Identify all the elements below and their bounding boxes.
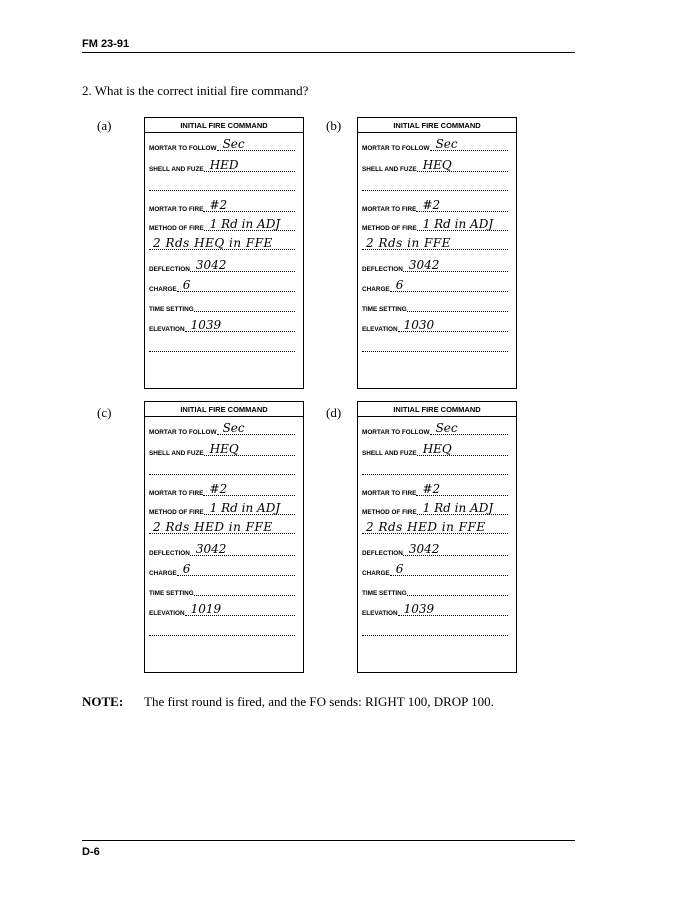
field-line <box>149 458 295 475</box>
field-line <box>190 539 295 556</box>
form-row-mortar-to-follow <box>149 137 295 153</box>
handwritten-value: Sec <box>222 421 245 435</box>
field-line <box>362 517 508 534</box>
field-label: DEFLECTION <box>362 266 403 273</box>
form-row-blank1 <box>149 177 295 193</box>
field-label: TIME SETTING <box>362 590 407 597</box>
footer-rule <box>82 840 575 841</box>
handwritten-value: 1 Rd in ADJ <box>209 217 281 231</box>
field-line <box>430 418 508 435</box>
field-line <box>177 559 295 576</box>
field-label: MORTAR TO FIRE <box>362 490 417 497</box>
question-text: 2. What is the correct initial fire command? <box>82 83 309 98</box>
form-row-charge <box>362 562 508 578</box>
field-line <box>203 195 295 212</box>
form-row-method-of-fire-line2 <box>362 236 508 252</box>
form-title-rule <box>358 132 516 133</box>
field-line <box>204 214 295 231</box>
field-label: MORTAR TO FOLLOW <box>362 429 430 436</box>
handwritten-value: Sec <box>435 421 458 435</box>
handwritten-value: 6 <box>182 278 191 292</box>
form-row-deflection <box>362 258 508 274</box>
field-line <box>407 579 508 596</box>
field-label: DEFLECTION <box>149 266 190 273</box>
form-row-shell-and-fuze <box>362 442 508 458</box>
field-label: SHELL AND FUZE <box>149 450 204 457</box>
field-label: MORTAR TO FIRE <box>149 206 204 213</box>
handwritten-value: 3042 <box>195 542 227 556</box>
field-line <box>398 599 508 616</box>
field-line <box>204 439 295 456</box>
form-row-time-setting <box>149 298 295 314</box>
field-line <box>362 174 508 191</box>
field-line <box>203 479 295 496</box>
field-label: SHELL AND FUZE <box>362 450 417 457</box>
form-row-time-setting <box>362 582 508 598</box>
initial-fire-command-form <box>144 401 304 673</box>
handwritten-value: 1 Rd in ADJ <box>422 217 494 231</box>
handwritten-value: 1019 <box>190 602 222 616</box>
form-title: INITIAL FIRE COMMAND <box>393 121 481 130</box>
field-label: MORTAR TO FIRE <box>362 206 417 213</box>
handwritten-value: HEQ <box>422 442 452 456</box>
form-row-mortar-to-fire <box>149 482 295 498</box>
handwritten-value: 2 Rds in FFE <box>366 236 451 250</box>
form-row-elevation <box>149 602 295 618</box>
handwritten-value: Sec <box>222 137 245 151</box>
field-line <box>398 315 508 332</box>
form-row-method-of-fire <box>362 501 508 517</box>
form-row-method-of-fire-line2 <box>362 520 508 536</box>
field-label: SHELL AND FUZE <box>362 166 417 173</box>
field-line <box>217 418 295 435</box>
form-row-method-of-fire <box>149 217 295 233</box>
form-row-deflection <box>362 542 508 558</box>
field-line <box>149 233 295 250</box>
field-label: METHOD OF FIRE <box>149 225 204 232</box>
field-line <box>149 517 295 534</box>
field-line <box>417 439 508 456</box>
field-label: ELEVATION <box>362 610 398 617</box>
field-label: ELEVATION <box>362 326 398 333</box>
field-label: DEFLECTION <box>362 550 403 557</box>
handwritten-value: HED <box>209 158 239 172</box>
field-label: ELEVATION <box>149 326 185 333</box>
handwritten-value: 3042 <box>195 258 227 272</box>
field-label: ELEVATION <box>149 610 185 617</box>
form-row-shell-and-fuze <box>362 158 508 174</box>
handwritten-value: 1030 <box>403 318 435 332</box>
handwritten-value: 1 Rd in ADJ <box>422 501 494 515</box>
field-label: TIME SETTING <box>149 306 194 313</box>
form-row-mortar-to-follow <box>149 421 295 437</box>
field-line <box>194 295 295 312</box>
form-row-blank1 <box>362 177 508 193</box>
field-label: MORTAR TO FIRE <box>149 490 204 497</box>
form-row-method-of-fire <box>149 501 295 517</box>
field-line <box>390 275 508 292</box>
field-line <box>190 255 295 272</box>
form-title: INITIAL FIRE COMMAND <box>393 405 481 414</box>
form-row-blank2 <box>149 338 295 354</box>
form-title-rule <box>358 416 516 417</box>
field-line <box>204 498 295 515</box>
field-line <box>417 498 508 515</box>
handwritten-value: #2 <box>422 198 441 212</box>
field-label: MORTAR TO FOLLOW <box>362 145 430 152</box>
initial-fire-command-form <box>144 117 304 389</box>
form-row-deflection <box>149 258 295 274</box>
handwritten-value: #2 <box>209 198 228 212</box>
form-row-method-of-fire-line2 <box>149 520 295 536</box>
handwritten-value: 3042 <box>408 258 440 272</box>
handwritten-value: 1 Rd in ADJ <box>209 501 281 515</box>
initial-fire-command-form <box>357 117 517 389</box>
handwritten-value: 6 <box>395 562 404 576</box>
field-line <box>362 233 508 250</box>
field-label: CHARGE <box>149 286 177 293</box>
field-line <box>185 315 295 332</box>
form-row-time-setting <box>362 298 508 314</box>
field-line <box>430 134 508 151</box>
field-line <box>185 599 295 616</box>
handwritten-value: #2 <box>422 482 441 496</box>
field-line <box>403 255 508 272</box>
page-number: D-6 <box>82 846 100 858</box>
field-line <box>407 295 508 312</box>
field-line <box>403 539 508 556</box>
note-text: The first round is fired, and the FO sends: RIGHT 100, DROP 100. <box>144 694 494 709</box>
form-row-elevation <box>362 318 508 334</box>
form-title-rule <box>145 132 303 133</box>
field-line <box>362 619 508 636</box>
option-label: (a) <box>97 118 112 133</box>
field-label: MORTAR TO FOLLOW <box>149 429 217 436</box>
field-label: CHARGE <box>362 286 390 293</box>
form-row-mortar-to-fire <box>362 198 508 214</box>
form-row-blank2 <box>362 338 508 354</box>
handwritten-value: HEQ <box>422 158 452 172</box>
form-row-mortar-to-follow <box>362 137 508 153</box>
field-label: METHOD OF FIRE <box>149 509 204 516</box>
field-line <box>390 559 508 576</box>
field-line <box>362 335 508 352</box>
field-line <box>217 134 295 151</box>
form-row-mortar-to-fire <box>149 198 295 214</box>
form-title: INITIAL FIRE COMMAND <box>180 121 268 130</box>
form-title: INITIAL FIRE COMMAND <box>180 405 268 414</box>
field-label: TIME SETTING <box>362 306 407 313</box>
handwritten-value: 2 Rds HED in FFE <box>153 520 273 534</box>
form-row-mortar-to-follow <box>362 421 508 437</box>
initial-fire-command-form <box>357 401 517 673</box>
header-rule <box>82 52 575 53</box>
field-label: METHOD OF FIRE <box>362 225 417 232</box>
field-line <box>149 174 295 191</box>
form-row-mortar-to-fire <box>362 482 508 498</box>
handwritten-value: #2 <box>209 482 228 496</box>
option-label: (b) <box>326 118 342 133</box>
form-row-method-of-fire-line2 <box>149 236 295 252</box>
field-label: TIME SETTING <box>149 590 194 597</box>
note <box>82 694 494 710</box>
handwritten-value: 1039 <box>403 602 435 616</box>
handwritten-value: 6 <box>395 278 404 292</box>
note-label: NOTE: <box>82 694 124 709</box>
form-row-elevation <box>362 602 508 618</box>
field-label: MORTAR TO FOLLOW <box>149 145 217 152</box>
option-label: (d) <box>326 405 342 420</box>
form-row-shell-and-fuze <box>149 158 295 174</box>
field-line <box>194 579 295 596</box>
field-line <box>149 619 295 636</box>
handwritten-value: 3042 <box>408 542 440 556</box>
handwritten-value: HEQ <box>209 442 239 456</box>
field-label: CHARGE <box>362 570 390 577</box>
field-label: SHELL AND FUZE <box>149 166 204 173</box>
field-label: METHOD OF FIRE <box>362 509 417 516</box>
form-row-time-setting <box>149 582 295 598</box>
option-label: (c) <box>97 405 112 420</box>
field-label: CHARGE <box>149 570 177 577</box>
form-row-charge <box>149 278 295 294</box>
field-line <box>149 335 295 352</box>
field-label: DEFLECTION <box>149 550 190 557</box>
field-line <box>177 275 295 292</box>
handwritten-value: Sec <box>435 137 458 151</box>
form-row-elevation <box>149 318 295 334</box>
field-line <box>416 195 508 212</box>
form-row-blank1 <box>362 461 508 477</box>
handwritten-value: 2 Rds HED in FFE <box>366 520 486 534</box>
field-line <box>417 155 508 172</box>
form-row-shell-and-fuze <box>149 442 295 458</box>
form-row-deflection <box>149 542 295 558</box>
form-title-rule <box>145 416 303 417</box>
field-line <box>362 458 508 475</box>
field-line <box>416 479 508 496</box>
form-row-method-of-fire <box>362 217 508 233</box>
form-row-blank2 <box>149 622 295 638</box>
form-row-blank1 <box>149 461 295 477</box>
form-row-blank2 <box>362 622 508 638</box>
field-line <box>204 155 295 172</box>
form-row-charge <box>149 562 295 578</box>
handwritten-value: 6 <box>182 562 191 576</box>
form-row-charge <box>362 278 508 294</box>
handwritten-value: 1039 <box>190 318 222 332</box>
handwritten-value: 2 Rds HEQ in FFE <box>153 236 273 250</box>
field-line <box>417 214 508 231</box>
document-id: FM 23-91 <box>82 38 130 50</box>
